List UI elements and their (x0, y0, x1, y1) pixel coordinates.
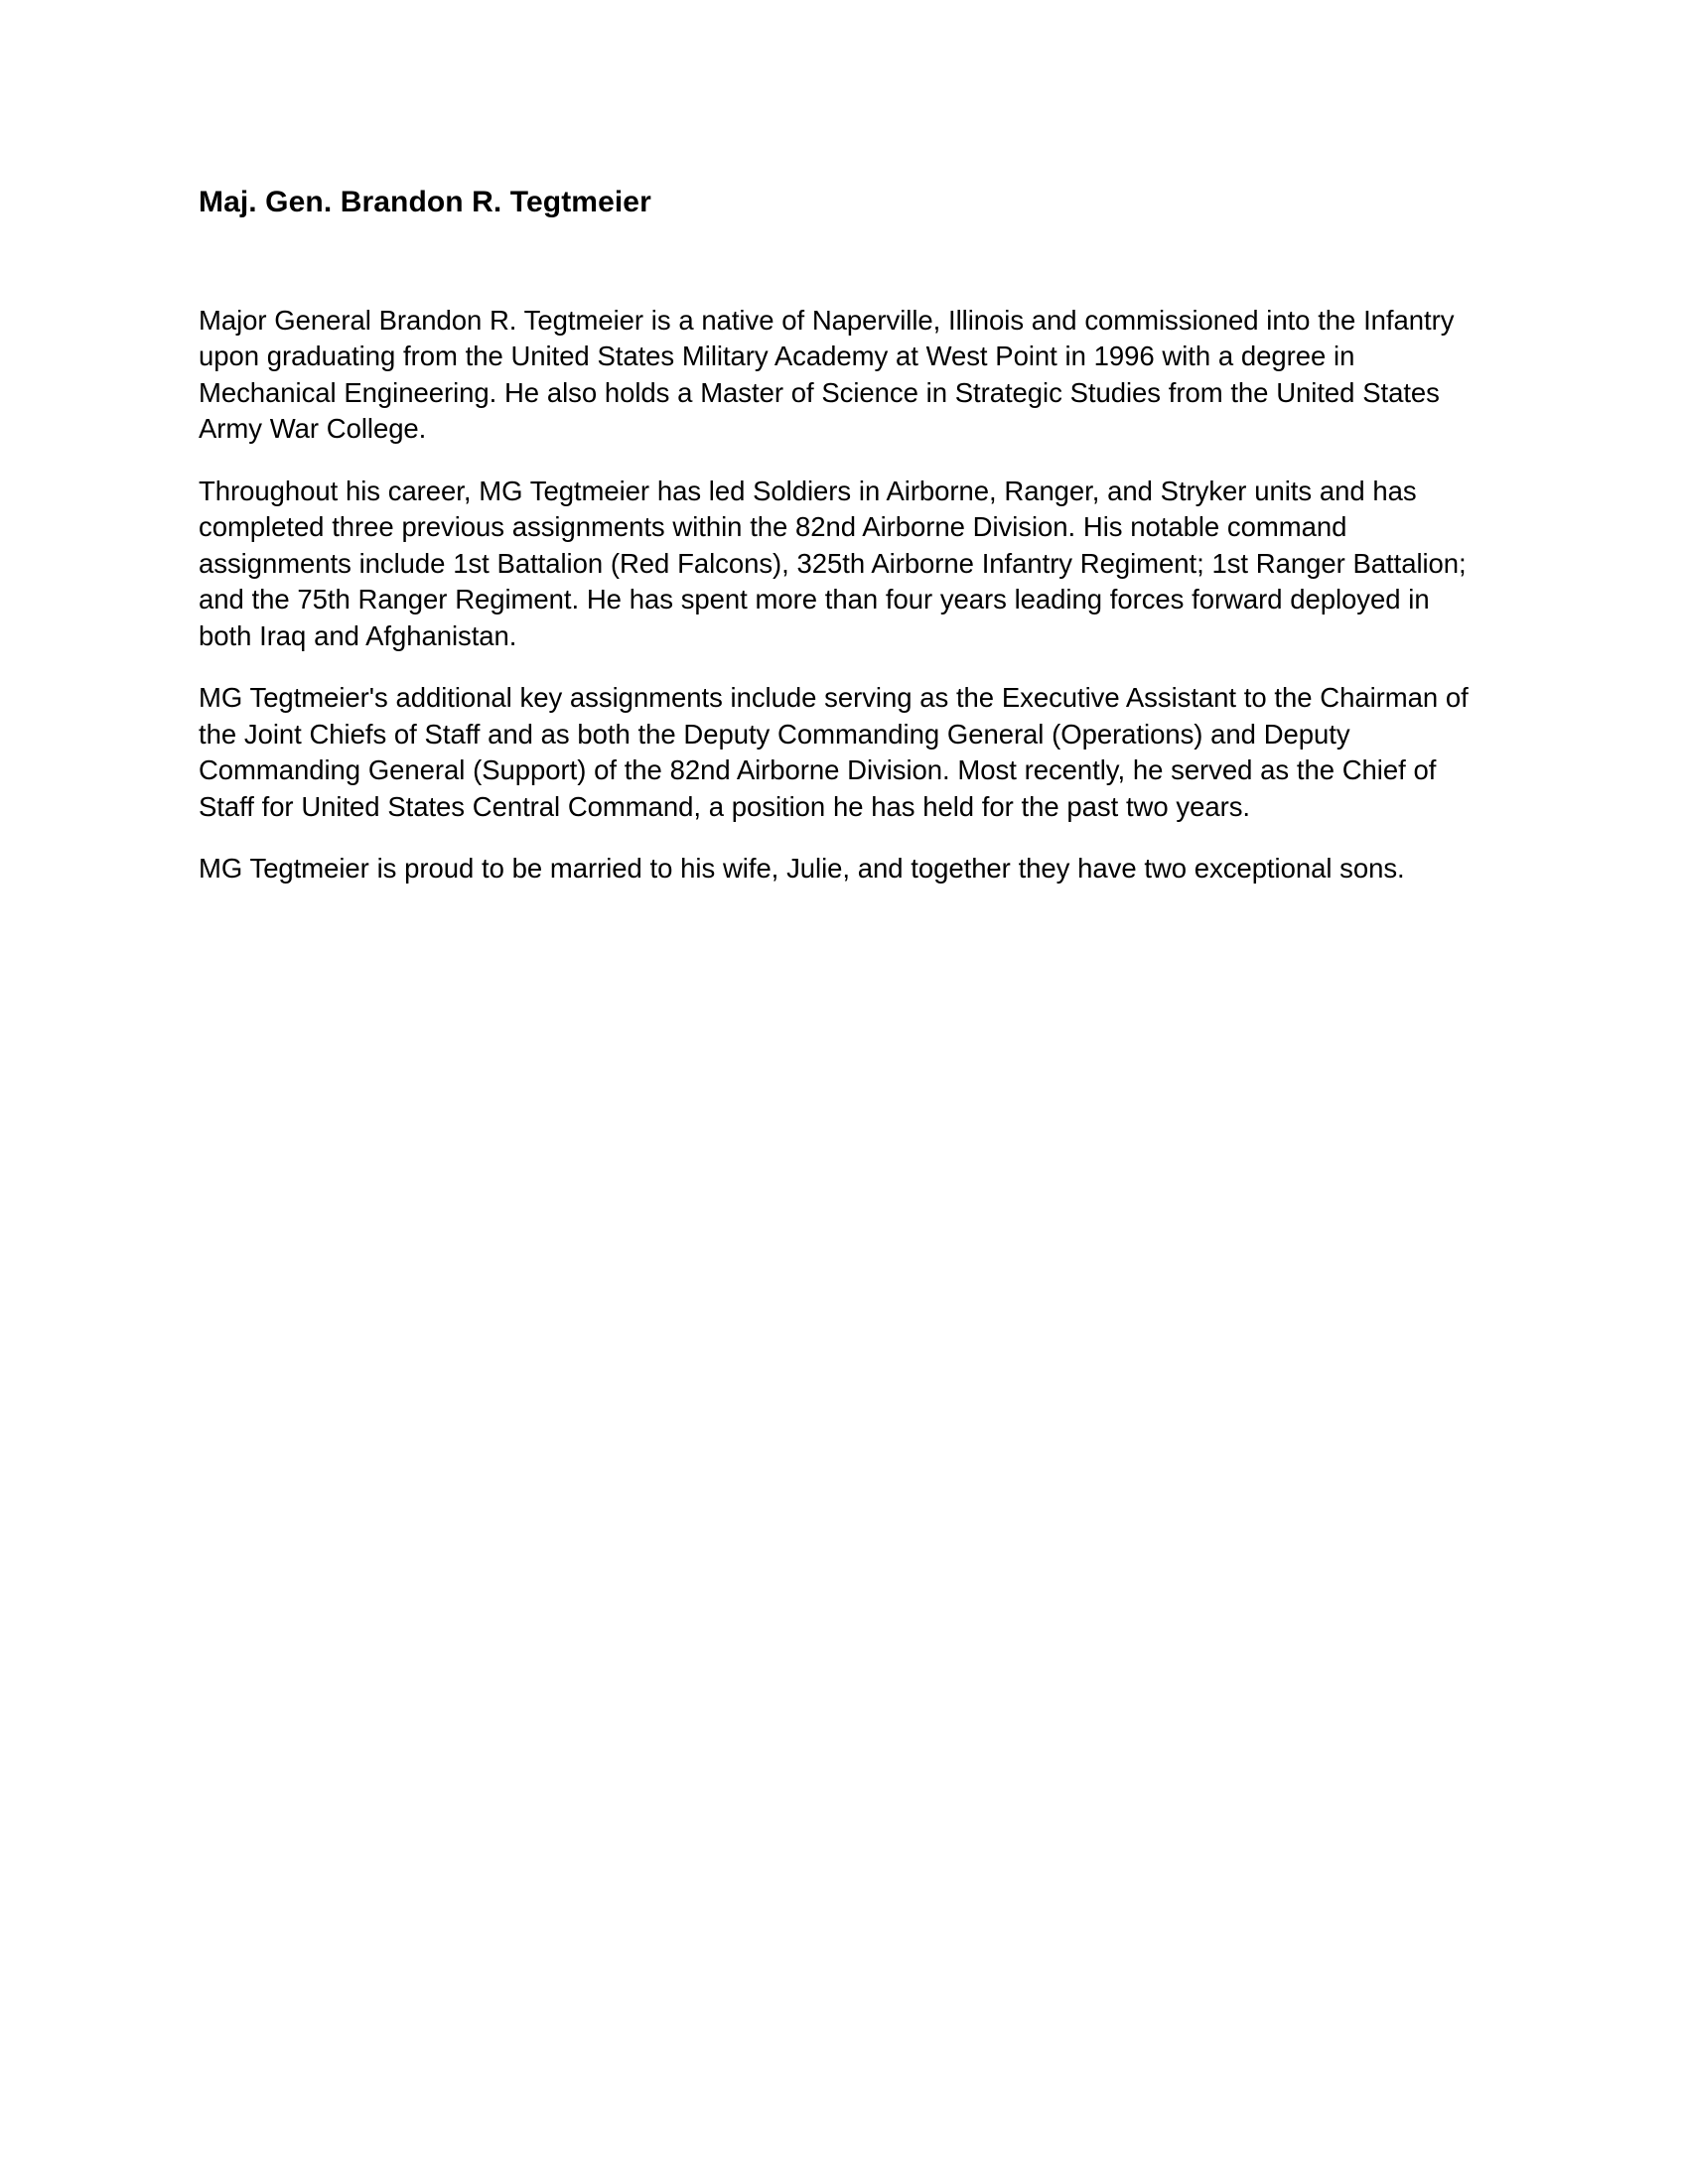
biography-paragraph-2: Throughout his career, MG Tegtmeier has led Soldiers in Airborne, Ranger, and Stryker units and has completed three previous assignments within the 82nd Airborne Division. His notable command assignments include 1st Battalion (Red Falcons), 325th Airborne Infantry Regiment; 1st Ranger Battalion; and the 75th Ranger Regiment. He has spent more than four years leading forces forward deployed in both Iraq and Afghanistan. (199, 475, 1467, 651)
biography-paragraph-4: MG Tegtmeier is proud to be married to his wife, Julie, and together they have two exceptional sons. (199, 853, 1405, 885)
document-body (199, 303, 1473, 887)
page-title: Maj. Gen. Brandon R. Tegtmeier (199, 186, 651, 218)
document-content (199, 185, 1473, 887)
biography-paragraph-3: MG Tegtmeier's additional key assignments include serving as the Executive Assistant to the Chairman of the Joint Chiefs of Staff and as both the Deputy Commanding General (Operations) and Deputy Commanding General (Support) of the 82nd Airborne Division. Most recently, he served as the Chief of Staff for United States Central Command, a position he has held for the past two years. (199, 682, 1469, 822)
biography-paragraph-1: Major General Brandon R. Tegtmeier is a native of Naperville, Illinois and commissioned into the Infantry upon graduating from the United States Military Academy at West Point in 1996 with a degree in Mechanical Engineering. He also holds a Master of Science in Strategic Studies from the United States Army War College. (199, 304, 1455, 445)
